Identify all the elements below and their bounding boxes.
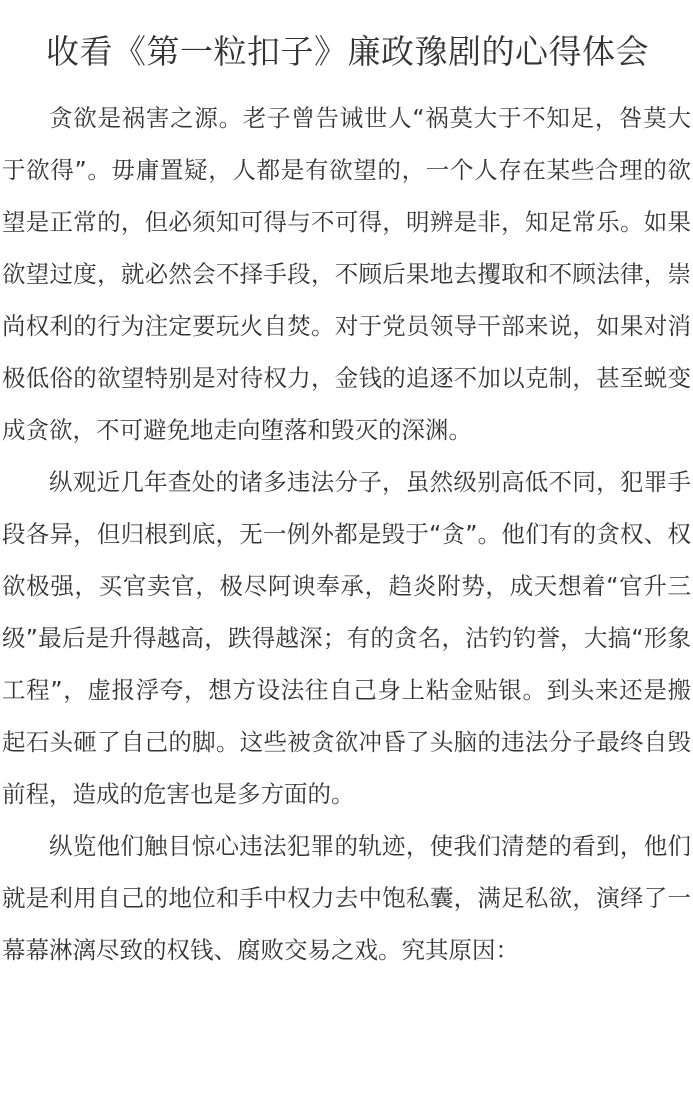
document-title: 收看《第一粒扣子》廉政豫剧的心得体会 bbox=[46, 32, 649, 71]
article-body bbox=[2, 92, 691, 976]
paragraph-3: 纵览他们触目惊心违法犯罪的轨迹，使我们清楚的看到，他们就是利用自己的地位和手中权力去中饱私囊，满足私欲，演绎了一幕幕淋漓尽致的权钱、腐败交易之戏。究其原因： bbox=[2, 832, 691, 964]
paragraph-1: 贪欲是祸害之源。老子曾告诫世人“祸莫大于不知足，咎莫大于欲得”。毋庸置疑，人都是有欲望的，一个人存在某些合理的欲望是正常的，但必须知可得与不可得，明辨是非，知足常乐。如果欲望过度，就必然会不择手段，不顾后果地去攫取和不顾法律，崇尚权利的行为注定要玩火自焚。对于党员领导干部来说，如果对消极低俗的欲望特别是对待权力，金钱的追逐不加以克制，甚至蜕变成贪欲，不可避免地走向堕落和毁灭的深渊。 bbox=[2, 104, 691, 444]
paragraph-2: 纵观近几年查处的诸多违法分子，虽然级别高低不同，犯罪手段各异，但归根到底，无一例外都是毁于“贪”。他们有的贪权、权欲极强，买官卖官，极尽阿谀奉承，趋炎附势，成天想着“官升三级”最后是升得越高，跌得越深；有的贪名，沽钓钓誉，大搞“形象工程”，虚报浮夸，想方设法往自己身上粘金贴银。到头来还是搬起石头砸了自己的脚。这些被贪欲冲昏了头脑的违法分子最终自毁前程，造成的危害也是多方面的。 bbox=[2, 468, 691, 808]
